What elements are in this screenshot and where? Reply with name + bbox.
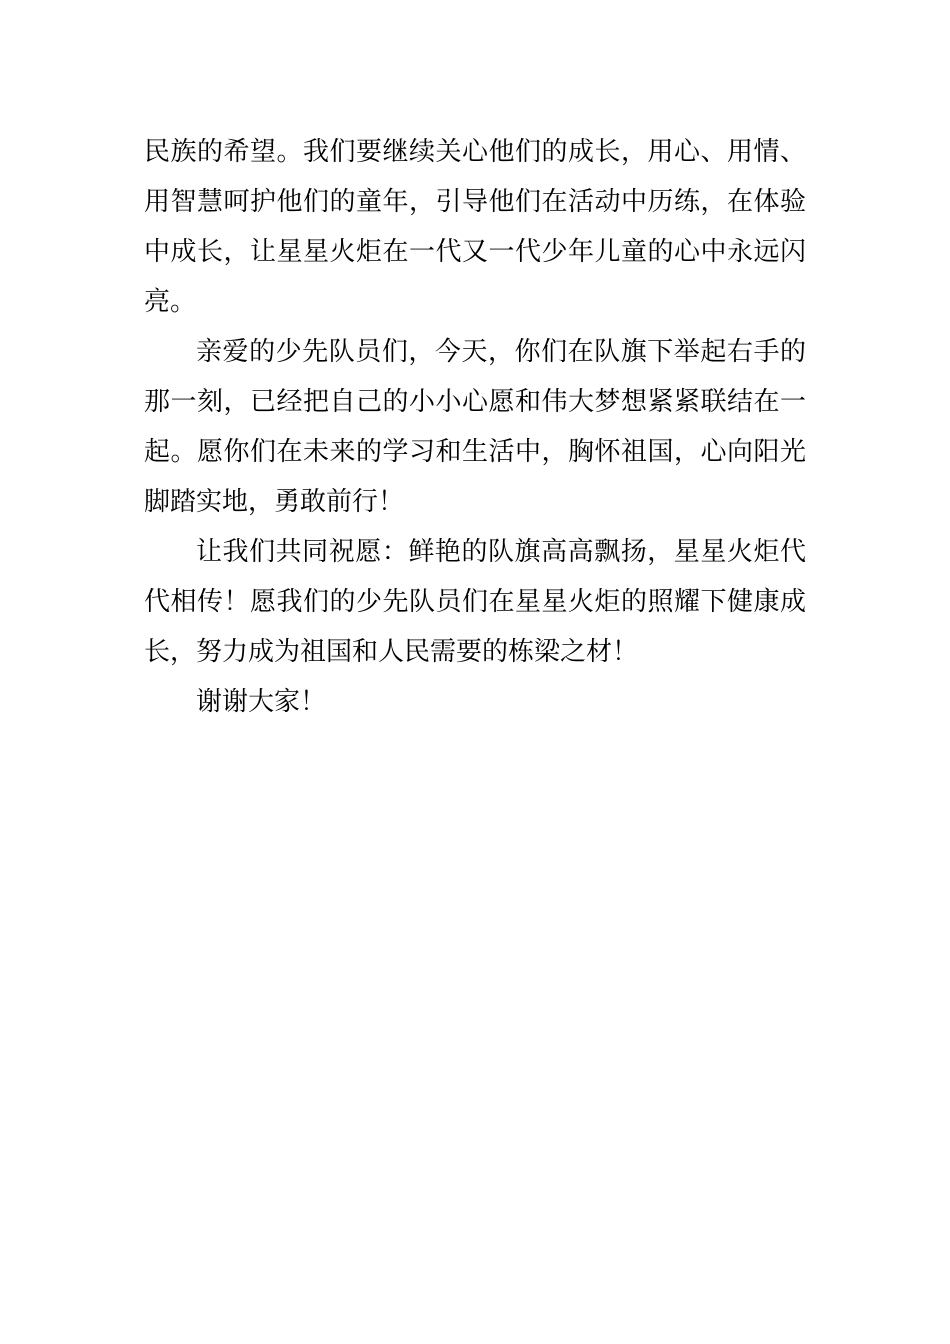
text-line: 让我们共同祝愿：鲜艳的队旗高高飘扬，星星火炬代 — [196, 537, 806, 567]
text-line: 脚踏实地，勇敢前行！ — [144, 487, 405, 517]
text-line: 中成长，让星星火炬在一代又一代少年儿童的心中永远闪 — [144, 237, 806, 267]
text-line: 用智慧呵护他们的童年，引导他们在活动中历练，在体验 — [144, 187, 806, 217]
document-body — [144, 127, 806, 727]
text-line: 民族的希望。我们要继续关心他们的成长，用心、用情、 — [144, 137, 806, 167]
text-line: 起。愿你们在未来的学习和生活中，胸怀祖国，心向阳光 — [144, 437, 806, 467]
text-line: 亲爱的少先队员们，今天，你们在队旗下举起右手的 — [196, 337, 806, 367]
text-line: 谢谢大家！ — [196, 687, 327, 717]
text-line: 长，努力成为祖国和人民需要的栋梁之材！ — [144, 637, 639, 667]
text-line: 亮。 — [144, 287, 197, 317]
text-line: 那一刻，已经把自己的小小心愿和伟大梦想紧紧联结在一 — [144, 387, 806, 417]
text-line: 代相传！愿我们的少先队员们在星星火炬的照耀下健康成 — [144, 587, 806, 617]
